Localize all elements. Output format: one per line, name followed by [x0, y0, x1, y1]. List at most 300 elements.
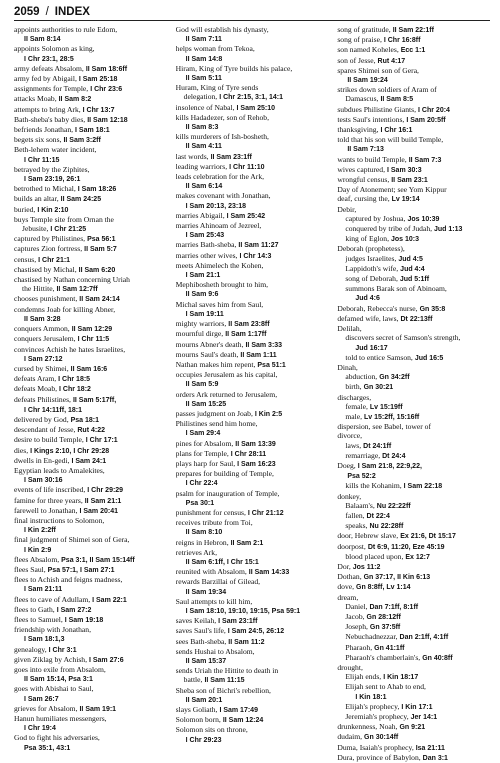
index-entry [176, 360, 329, 370]
index-entry [14, 354, 167, 364]
entry-text: kills Hadadezer, son of Rehob, [175, 112, 269, 122]
scripture-reference: I Kin 2:5 [254, 410, 283, 418]
entry-text: Sheba son of Bichri's rebellion, [175, 685, 271, 695]
scripture-reference: II Sam 24:25 [60, 196, 102, 204]
index-entry [14, 384, 167, 394]
scripture-reference: I Kin 18:17 [383, 674, 419, 682]
index-entry [337, 743, 490, 753]
entry-text: dudaim, [337, 732, 363, 742]
entry-text: conquers Jerusalem, [14, 334, 76, 344]
index-entry [337, 501, 490, 511]
entry-text: song of Deborah, [345, 274, 398, 284]
index-entry [176, 616, 329, 626]
index-entry [14, 364, 167, 374]
entry-text: assignments for Temple, [14, 84, 89, 94]
index-entry [176, 350, 329, 360]
scripture-reference: II Sam 6:1ff, I Chr 15:1 [185, 558, 259, 566]
scripture-reference: I Sam 25:18 [78, 76, 118, 84]
entry-text: God will establish his dynasty, [175, 25, 269, 34]
scripture-reference: I Sam 16:23 [237, 460, 276, 468]
scripture-reference: I Chr 28:11 [230, 450, 267, 458]
entry-text: begets six sons, [14, 135, 62, 145]
scripture-reference: I Kin 17:1 [401, 703, 433, 711]
index-entry [337, 412, 490, 422]
entry-text: Nathan makes him repent, [175, 359, 256, 369]
entry-text: wants to build Temple, [337, 154, 407, 164]
entry-text: Day of Atonement; see Yom Kippur [337, 185, 447, 195]
entry-text: flees Saul, [14, 564, 46, 574]
scripture-reference: I Sam 27:2 [56, 606, 92, 614]
entry-text: dove, [337, 582, 355, 592]
entry-text: God to fight his adversaries, [14, 733, 100, 743]
scripture-reference: I Chr 16:1 [380, 127, 413, 135]
index-entry [14, 64, 167, 74]
index-entry [14, 684, 167, 693]
entry-text: insolence of Nabal, [175, 102, 235, 112]
scripture-reference: II Sam 16:6 [70, 365, 108, 373]
index-entry [337, 304, 490, 314]
entry-text: prepares for building of Temple, [175, 469, 274, 479]
scripture-reference: I Chr 17:1 [85, 437, 118, 445]
index-entry [337, 274, 490, 284]
scripture-reference: II Sam 3:2ff [63, 137, 101, 145]
scripture-reference: Psa 35:1, 43:1 [24, 744, 71, 752]
index-entry [337, 372, 490, 382]
index-entry [14, 625, 167, 634]
index-entry [176, 439, 329, 449]
index-entry [337, 402, 490, 412]
scripture-reference: Psa 57:1, I Sam 27:1 [47, 566, 115, 574]
entry-text: events of life inscribed, [14, 485, 86, 495]
entry-text: betrothed to Michal, [14, 184, 76, 194]
index-entry [337, 333, 490, 342]
index-entry [337, 264, 490, 274]
index-entry [176, 221, 329, 230]
scripture-reference: Gn 37:5ff [369, 624, 401, 632]
index-entry [14, 125, 167, 135]
index-entry [337, 115, 490, 125]
entry-text: pines for Absalom, [175, 438, 234, 448]
index-entry [337, 144, 490, 154]
scripture-reference: II Sam 7:11 [185, 36, 222, 44]
index-entry [337, 692, 490, 702]
scripture-reference: I Sam 25:10 [236, 104, 276, 112]
entry-text: conquered by tribe of Judah, [345, 224, 433, 234]
entry-text: drunkenness, Noah, [337, 722, 398, 732]
index-entry [337, 175, 490, 185]
index-entry [176, 459, 329, 469]
index-entry [14, 94, 167, 104]
index-entry [337, 481, 490, 491]
scripture-reference: II Sam 1:17ff [225, 331, 267, 339]
scripture-reference: II Sam 20:1 [185, 696, 223, 704]
entry-text: flees to cave of Adullam, [14, 594, 91, 604]
scripture-reference: I Chr 29:23 [185, 736, 222, 744]
scripture-reference: Lv 19:14 [391, 196, 420, 204]
index-entry [14, 224, 167, 234]
scripture-reference: I Sam 23:1ff [218, 618, 258, 626]
scripture-reference: Psa 56:1 [87, 236, 116, 244]
index-entry [337, 682, 490, 691]
entry-text: subdues Philistine Giants, [337, 104, 417, 114]
entry-text: marries Ahinoam of Jezreel, [175, 221, 262, 231]
index-entry [337, 314, 490, 324]
entry-text: condemns Joab for killing Abner, [14, 304, 116, 314]
index-entry [176, 478, 329, 488]
index-entry [14, 205, 167, 215]
scripture-reference: I Sam 25:43 [185, 232, 225, 240]
entry-text: Deborah (prophetess), [337, 244, 405, 254]
index-entry [337, 135, 490, 144]
index-entry [176, 289, 329, 299]
scripture-reference: I Sam 30:3 [387, 166, 422, 174]
scripture-reference: I Sam 18:10, 19:10, 19:15, Psa 59:1 [185, 607, 301, 615]
index-entry [176, 132, 329, 141]
index-entry [14, 135, 167, 145]
scripture-reference: Gn 30:14ff [364, 734, 399, 742]
scripture-reference: I Sam 21:8, 22:9,22, [357, 462, 422, 470]
scripture-reference: I Sam 19:18 [64, 616, 104, 624]
index-entry [176, 735, 329, 745]
index-entry [337, 194, 490, 204]
index-entry [176, 73, 329, 83]
entry-text: makes covenant with Jonathan, [175, 191, 271, 201]
index-entry [337, 451, 490, 461]
scripture-reference: I Sam 22:18 [403, 483, 443, 491]
index-entry [337, 461, 490, 471]
index-entry [14, 645, 167, 655]
index-entry [337, 612, 490, 622]
index-entry [14, 265, 167, 275]
index-entry [14, 674, 167, 684]
entry-text: doorpost, [337, 541, 366, 551]
scripture-reference: Dt 24:1ff [363, 442, 392, 450]
index-entry [176, 309, 329, 319]
entry-text: reigns in Hebron, [175, 537, 229, 547]
entry-text: plays harp for Saul, [175, 458, 236, 468]
index-entry [14, 54, 167, 64]
entry-text: blood placed upon, [345, 551, 404, 561]
index-entry [337, 632, 490, 642]
index-entry [14, 723, 167, 733]
entry-text: meets Ahimelech the Kohen, [175, 260, 264, 270]
index-entry [176, 489, 329, 498]
scripture-reference: I Chr 13:7 [82, 106, 115, 114]
scripture-reference: I Sam 18:1,3 [24, 636, 65, 644]
scripture-reference: Psa 51:1 [257, 361, 286, 369]
entry-text: Duma, Isaiah's prophecy, [337, 742, 414, 752]
scripture-reference: II Sam 9:6 [185, 291, 219, 299]
index-entry [337, 552, 490, 562]
scripture-reference: I Sam 23:19, 26:1 [24, 176, 81, 184]
scripture-reference: Lv 15:19ff [369, 403, 403, 411]
index-entry [176, 191, 329, 200]
entry-text: occupies Jerusalem as his capital, [175, 370, 278, 380]
entry-text: flees to Achish and feigns madness, [14, 575, 123, 585]
entry-text: leads celebration for the Ark, [175, 172, 265, 182]
scripture-reference: Nu 22:28ff [369, 523, 404, 531]
entry-text: cursed by Shimei, [14, 363, 69, 373]
index-entry [176, 240, 329, 250]
scripture-reference: Jud 5:1ff [399, 276, 430, 284]
index-entry [337, 234, 490, 244]
entry-text: wives captured, [337, 164, 385, 174]
index-entry [14, 535, 167, 544]
index-entry [337, 343, 490, 353]
index-entry [176, 64, 329, 73]
index-entry [176, 25, 329, 34]
entry-text: passes judgment on Joab, [175, 408, 253, 418]
index-entry [337, 431, 490, 440]
entry-text: Elijah's prophecy, [345, 701, 400, 711]
index-entry [176, 370, 329, 379]
entry-text: remarriage, [345, 450, 381, 460]
entry-text: divorce, [337, 431, 363, 441]
scripture-reference: Dan 3:1 [422, 754, 448, 762]
index-entry [176, 162, 329, 172]
scripture-reference: Dt 24:4 [382, 452, 406, 460]
entry-text: speaks, [345, 521, 368, 531]
scripture-reference: Nu 22:22ff [376, 502, 411, 510]
scripture-reference: II Sam 21:1 [84, 497, 122, 505]
entry-text: Debir, [337, 204, 357, 214]
index-entry [337, 25, 490, 35]
index-entry [176, 647, 329, 656]
index-entry [14, 743, 167, 753]
index-entry [337, 542, 490, 552]
index-entry [14, 435, 167, 445]
index-entry [14, 545, 167, 555]
scripture-reference: II Sam 15:14, Psa 3:1 [24, 676, 93, 684]
index-entry [176, 626, 329, 636]
index-entry [337, 244, 490, 253]
scripture-reference: I Chr 16:8ff [383, 37, 421, 45]
scripture-reference: I Sam 20:13, 23:18 [185, 202, 246, 210]
entry-text: attacks Moab, [14, 94, 57, 104]
entry-text: orders Ark returned to Jerusalem, [175, 389, 278, 399]
index-entry [176, 538, 329, 548]
scripture-reference: Dan 2:1ff, 4:1ff [399, 634, 449, 642]
scripture-reference: I Chr 29:29 [87, 487, 124, 495]
index-entry [14, 84, 167, 94]
index-entry [14, 496, 167, 506]
index-entry [176, 686, 329, 695]
entry-text: discovers secret of Samson's strength, [345, 333, 461, 343]
entry-text: birth, [345, 382, 362, 392]
entry-text: delegation, [183, 92, 218, 102]
entry-text: mourns Abner's death, [175, 339, 244, 349]
scripture-reference: I Chr 14:11ff, 18:1 [24, 406, 82, 414]
scripture-reference: Jud 16:5 [414, 354, 444, 362]
index-entry [176, 527, 329, 537]
scripture-reference: I Chr 11:15 [24, 156, 60, 164]
scripture-reference: Dt 22:4 [366, 512, 390, 520]
scripture-reference: Jos 11:2 [352, 563, 381, 571]
scripture-reference: I Chr 22:4 [185, 480, 218, 488]
entry-text: Delilah, [337, 324, 362, 334]
index-entry [176, 34, 329, 44]
scripture-reference: I Chr 2:15, 3:1, 14:1 [219, 94, 284, 102]
scripture-reference: Psa 30:1 [185, 499, 215, 507]
index-entry [176, 122, 329, 132]
scripture-reference: Jer 14:1 [410, 714, 438, 722]
index-entry [337, 94, 490, 104]
scripture-reference: II Sam 5:7 [84, 246, 117, 254]
entry-text: Dor, [337, 561, 351, 571]
index-entry [14, 294, 167, 304]
index-entry [337, 353, 490, 363]
entry-text: given Ziklag by Achish, [14, 654, 87, 664]
index-entry [337, 511, 490, 521]
entry-text: Balaam's, [345, 500, 375, 510]
entry-text: final judgment of Shimei son of Gera, [14, 535, 130, 545]
index-entry [14, 305, 167, 314]
entry-text: Dothan, [337, 572, 362, 582]
entry-text: goes into exile from Absalom, [14, 665, 106, 674]
index-columns [14, 25, 490, 763]
index-entry [14, 194, 167, 204]
scripture-reference: Gn 37:17, II Kin 6:13 [363, 574, 431, 582]
entry-text: Daniel, [345, 601, 368, 611]
scripture-reference: Jos 10:39 [407, 215, 440, 223]
index-entry [176, 251, 329, 261]
scripture-reference: Jud 4:6 [355, 295, 380, 303]
page-number: 2059 [14, 6, 40, 18]
entry-text: dispersion, see Babel, tower of [337, 422, 431, 432]
entry-text: Elijah sent to Ahab to end, [345, 682, 426, 692]
index-entry [176, 637, 329, 647]
index-entry [337, 602, 490, 612]
index-entry [176, 181, 329, 191]
scripture-reference: Jud 4:4 [400, 265, 425, 273]
scripture-reference: Ex 21:6, Dt 15:17 [400, 533, 456, 541]
scripture-reference: I Sam 18:26 [77, 186, 117, 194]
entry-text: Dura, province of Babylon, [337, 752, 421, 762]
scripture-reference: II Sam 7:13 [347, 146, 384, 154]
scripture-reference: II Sam 18:6ff [85, 65, 128, 73]
entry-text: Damascus, [345, 94, 379, 104]
entry-text: Hiram, King of Tyre builds his palace, [175, 63, 293, 73]
index-entry [14, 605, 167, 615]
index-entry [176, 379, 329, 389]
index-entry [176, 518, 329, 527]
index-entry [14, 324, 167, 334]
entry-text: defeats Aram, [14, 374, 57, 384]
index-entry [14, 634, 167, 644]
entry-text: saves Keilah, [175, 616, 217, 626]
scripture-reference: I Chr 11:10 [229, 163, 265, 171]
entry-text: convinces Achish he hates Israelites, [14, 344, 126, 354]
entry-text: strikes down soldiers of Aram of [337, 85, 437, 95]
index-entry [14, 284, 167, 294]
entry-text: drought, [337, 663, 363, 672]
entry-text: captures Zion fortress, [14, 244, 83, 254]
entry-text: Deborah, Rebecca's nurse, [337, 303, 418, 313]
scripture-reference: Psa 3:1, II Sam 15:14ff [61, 556, 135, 564]
index-entry [176, 606, 329, 616]
index-entry [176, 54, 329, 64]
index-entry [14, 275, 167, 284]
index-entry [337, 155, 490, 165]
entry-text: abduction, [345, 372, 378, 382]
index-entry [337, 284, 490, 293]
index-entry [176, 597, 329, 606]
entry-text: Lappidoth's wife, [345, 263, 399, 273]
entry-text: captured by Joshua, [345, 213, 406, 223]
index-entry [14, 475, 167, 485]
index-entry [337, 521, 490, 531]
scripture-reference: II Sam 8:5 [380, 96, 414, 104]
index-entry [337, 582, 490, 592]
entry-text: female, [345, 401, 368, 411]
index-entry [176, 508, 329, 518]
scripture-reference: I Sam 30:16 [24, 477, 63, 485]
index-entry [14, 115, 167, 125]
index-entry [337, 224, 490, 234]
entry-text: mourns Saul's death, [175, 349, 239, 359]
index-entry [14, 244, 167, 254]
entry-text: dwells in En-gedi, [14, 455, 70, 465]
entry-text: spares Shimei son of Gera, [337, 65, 419, 75]
scripture-reference: II Sam 1:11 [240, 351, 277, 359]
index-entry [176, 419, 329, 428]
index-entry [176, 577, 329, 586]
scripture-reference: II Sam 11:2 [228, 638, 265, 646]
index-entry [176, 261, 329, 270]
scripture-reference: I Sam 26:7 [24, 695, 59, 703]
index-entry [337, 293, 490, 303]
index-entry [176, 319, 329, 329]
index-entry [14, 485, 167, 495]
index-entry [14, 655, 167, 665]
index-entry [176, 656, 329, 666]
entry-text: flees to Samuel, [14, 614, 63, 624]
entry-text: marries other wives, [175, 250, 238, 260]
index-entry [14, 694, 167, 704]
entry-text: chastised by Nathan concerning Uriah [14, 275, 130, 285]
scripture-reference: II Sam 3:33 [245, 341, 283, 349]
index-column-1 [14, 25, 167, 763]
index-entry [337, 185, 490, 194]
scripture-reference: II Sam 22:1ff [392, 27, 434, 34]
entry-text: Jeremiah's prophecy, [345, 712, 409, 722]
entry-text: Beth-lehem water incident, [14, 145, 97, 155]
index-entry [337, 753, 490, 763]
scripture-reference: I Sam 29:4 [185, 430, 221, 438]
index-entry [14, 415, 167, 425]
entry-text: Doeg, [337, 460, 356, 470]
entry-text: receives tribute from Toi, [175, 518, 253, 528]
index-entry [337, 363, 490, 372]
entry-text: grieves for Absalom, [14, 703, 78, 713]
index-entry [14, 34, 167, 44]
entry-text: Pharaoh, [345, 642, 373, 652]
index-entry [14, 145, 167, 154]
scripture-reference: II Sam 5:17ff, [72, 396, 117, 404]
scripture-reference: II Sam 4:11 [185, 143, 222, 151]
entry-text: buys Temple site from Ornan the [14, 214, 114, 224]
index-entry [337, 35, 490, 45]
entry-text: retrieves Ark, [175, 547, 217, 557]
scripture-reference: I Sam 20:41 [79, 507, 118, 515]
index-entry [337, 85, 490, 94]
scripture-reference: II Sam 23:8ff [228, 321, 270, 329]
index-entry [176, 409, 329, 419]
index-entry [14, 595, 167, 605]
entry-text: tests Saul's intentions, [337, 114, 405, 124]
entry-text: kills the Kohanim, [345, 481, 402, 491]
scripture-reference: Gn 40:8ff [422, 654, 453, 662]
